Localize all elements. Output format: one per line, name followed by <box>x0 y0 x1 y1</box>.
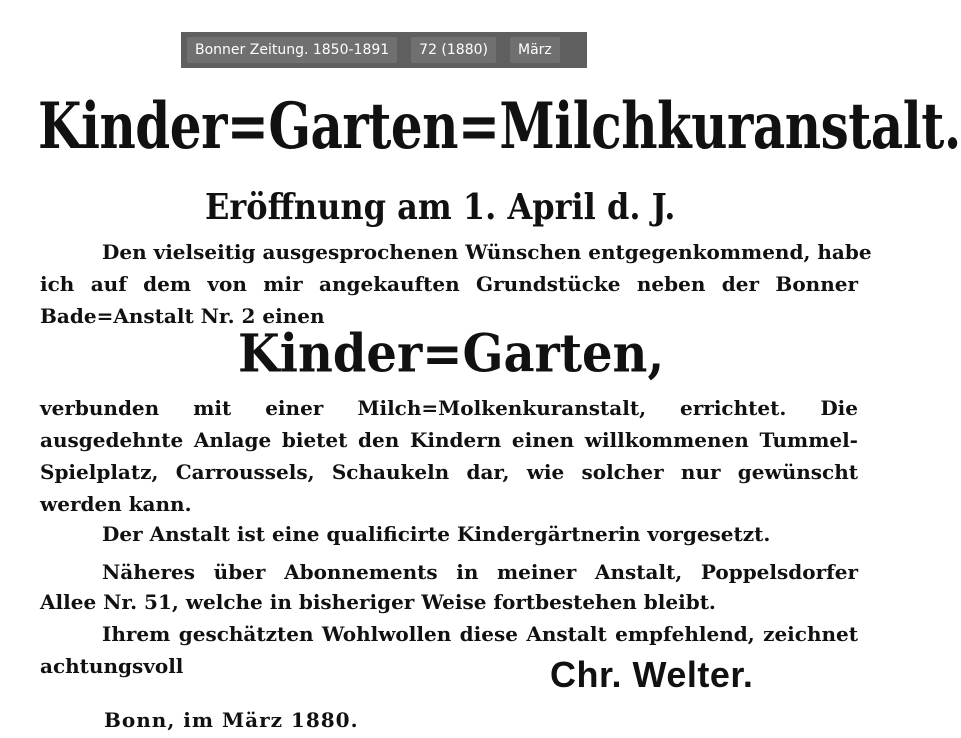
text-line: Ihrem geschätzten Wohlwollen diese Anstalt empfehlend, zeichnet <box>102 622 858 646</box>
article-headline: Kinder=Garten, <box>238 323 665 385</box>
text-line: Näheres über Abonnements in meiner Anstalt, Poppelsdorfer <box>102 560 858 584</box>
text-line: Der Anstalt ist eine qualificirte Kindergärtnerin vorgesetzt. <box>102 522 771 546</box>
breadcrumb-issue[interactable]: 72 (1880) <box>411 37 496 63</box>
text-line: ausgedehnte Anlage bietet den Kindern einen willkommenen Tummel- <box>40 428 858 452</box>
article-subtitle: Eröffnung am 1. April d. J. <box>205 186 676 228</box>
breadcrumb-newspaper[interactable]: Bonner Zeitung. 1850-1891 <box>187 37 397 63</box>
text-line: Den vielseitig ausgesprochenen Wünschen entgegenkommend, habe <box>102 240 872 264</box>
text-line: werden kann. <box>40 492 192 516</box>
text-line: Allee Nr. 51, welche in bisheriger Weise fortbestehen bleibt. <box>40 590 716 614</box>
text-line: verbunden mit einer Milch=Molkenkuranstalt, errichtet. Die <box>40 396 858 420</box>
text-line: achtungsvoll <box>40 654 184 678</box>
text-line: Bade=Anstalt Nr. 2 einen <box>40 304 325 328</box>
text-line: ich auf dem von mir angekauften Grundstücke neben der Bonner <box>40 272 858 296</box>
text-line: Spielplatz, Carroussels, Schaukeln dar, wie solcher nur gewünscht <box>40 460 858 484</box>
breadcrumb-month[interactable]: März <box>510 37 560 63</box>
signature: Chr. Welter. <box>550 654 754 695</box>
place-date: Bonn, im März 1880. <box>104 708 359 732</box>
article-title: Kinder=Garten=Milchkuranstalt. <box>38 88 961 164</box>
breadcrumb <box>181 32 587 68</box>
